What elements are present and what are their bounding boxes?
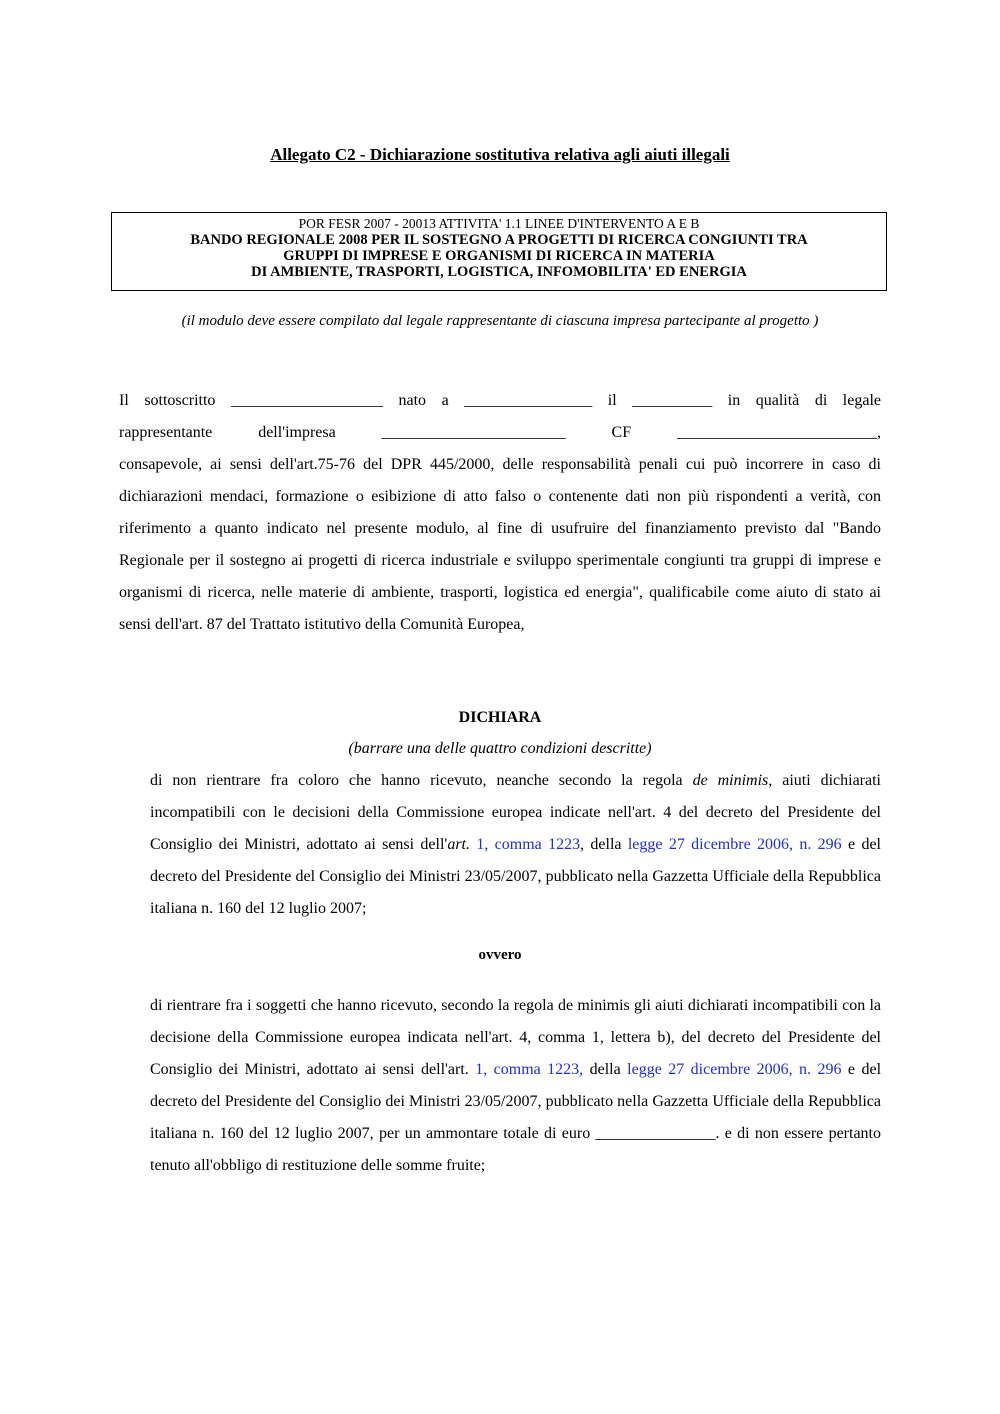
intro-body: consapevole, ai sensi dell'art.75-76 del DPR 445/2000, delle responsabilità penali cui può incorrere in caso di dichiarazioni mendaci, formazione o esibizione di atto falso o contenente dati non più rispondenti a verità, con riferimento a quanto indicato nel presente modulo, al fine di usufruire del finanziamento previsto dal "Bando Regionale per il sostegno ai progetti di ricerca industriale e sviluppo sperimentale congiunti tra gruppi di imprese e organismi di ricerca, nelle materie di ambiente, trasporti, logistica ed energia", qualificabile come aiuto di stato ai sensi dell'art. 87 del Trattato istitutivo della Comunità Europea, [119, 456, 881, 633]
header-line-2: BANDO REGIONALE 2008 PER IL SOSTEGNO A PROGETTI DI RICERCA CONGIUNTI TRA [190, 232, 808, 248]
link-legge-296[interactable]: legge 27 dicembre 2006, n. 296 [627, 836, 842, 853]
condition-1-text-c: , della [580, 836, 628, 853]
condition-1-text-a: di non rientrare fra coloro che hanno ricevuto, neanche secondo la regola [150, 772, 693, 789]
intro-line-1: Il sottoscritto ___________________ nato a ________________ il __________ in qualità di legale [119, 392, 881, 409]
condition-1-art: art. [447, 836, 470, 853]
condition-1 [150, 765, 881, 925]
intro-line-2: rappresentante dell'impresa _______________________ CF _________________________, [119, 424, 881, 441]
link-comma-1223[interactable]: 1, comma 1223, [475, 1061, 584, 1078]
instruction-note: (il modulo deve essere compilato dal legale rappresentante di ciascuna impresa partecipante al progetto ) [181, 313, 819, 329]
condition-1-de-minimis: de minimis [692, 772, 769, 789]
condition-1-text-d: e del decreto del Presidente del Consiglio dei Ministri 23/05/2007, pubblicato nella Gazzetta Ufficiale della Repubblica italiana n. 160 del 12 luglio 2007; [150, 836, 882, 917]
barrare-instruction: (barrare una delle quattro condizioni descritte) [348, 740, 652, 757]
link-comma-1223[interactable]: 1, comma 1223 [469, 836, 581, 853]
link-legge-296[interactable]: legge 27 dicembre 2006, n. 296 [627, 1061, 842, 1078]
header-box [111, 212, 887, 291]
intro-paragraph [119, 385, 881, 641]
condition-2-text-a: di rientrare fra i soggetti che hanno ricevuto, secondo la regola de minimis gli aiuti dichiarati incompatibili con la decisione della Commissione europea indicata nell'art. 4, comma 1, lettera b), del decreto del Presidente del Consiglio dei Ministri, adottato ai sensi dell'art. [150, 997, 881, 1078]
document-title: Allegato C2 - Dichiarazione sostitutiva relativa agli aiuti illegali [270, 145, 730, 164]
ovvero-separator: ovvero [478, 947, 522, 963]
header-line-1: POR FESR 2007 - 20013 ATTIVITA' 1.1 LINEE D'INTERVENTO A E B [298, 216, 700, 231]
condition-1-text-b: , aiuti dichiarati incompatibili con le decisioni della Commissione europea indicate nell'art. 4 del decreto del Presidente del Consiglio dei Ministri, adottato ai sensi dell' [150, 772, 882, 853]
header-line-3: GRUPPI DI IMPRESE E ORGANISMI DI RICERCA IN MATERIA [283, 248, 715, 264]
header-line-4: DI AMBIENTE, TRASPORTI, LOGISTICA, INFOMOBILITA' ED ENERGIA [251, 264, 747, 280]
dichiara-heading: DICHIARA [458, 709, 542, 726]
condition-2-text-b: della [583, 1061, 628, 1078]
condition-2-text-c: e del decreto del Presidente del Consiglio dei Ministri 23/05/2007, pubblicato nella Gazzetta Ufficiale della Repubblica italiana n. 160 del 12 luglio 2007, per un ammontare totale di euro _______________. e di non essere pertanto tenuto all'obbligo di restituzione delle somme fruite; [150, 1061, 882, 1174]
condition-2 [150, 990, 881, 1182]
